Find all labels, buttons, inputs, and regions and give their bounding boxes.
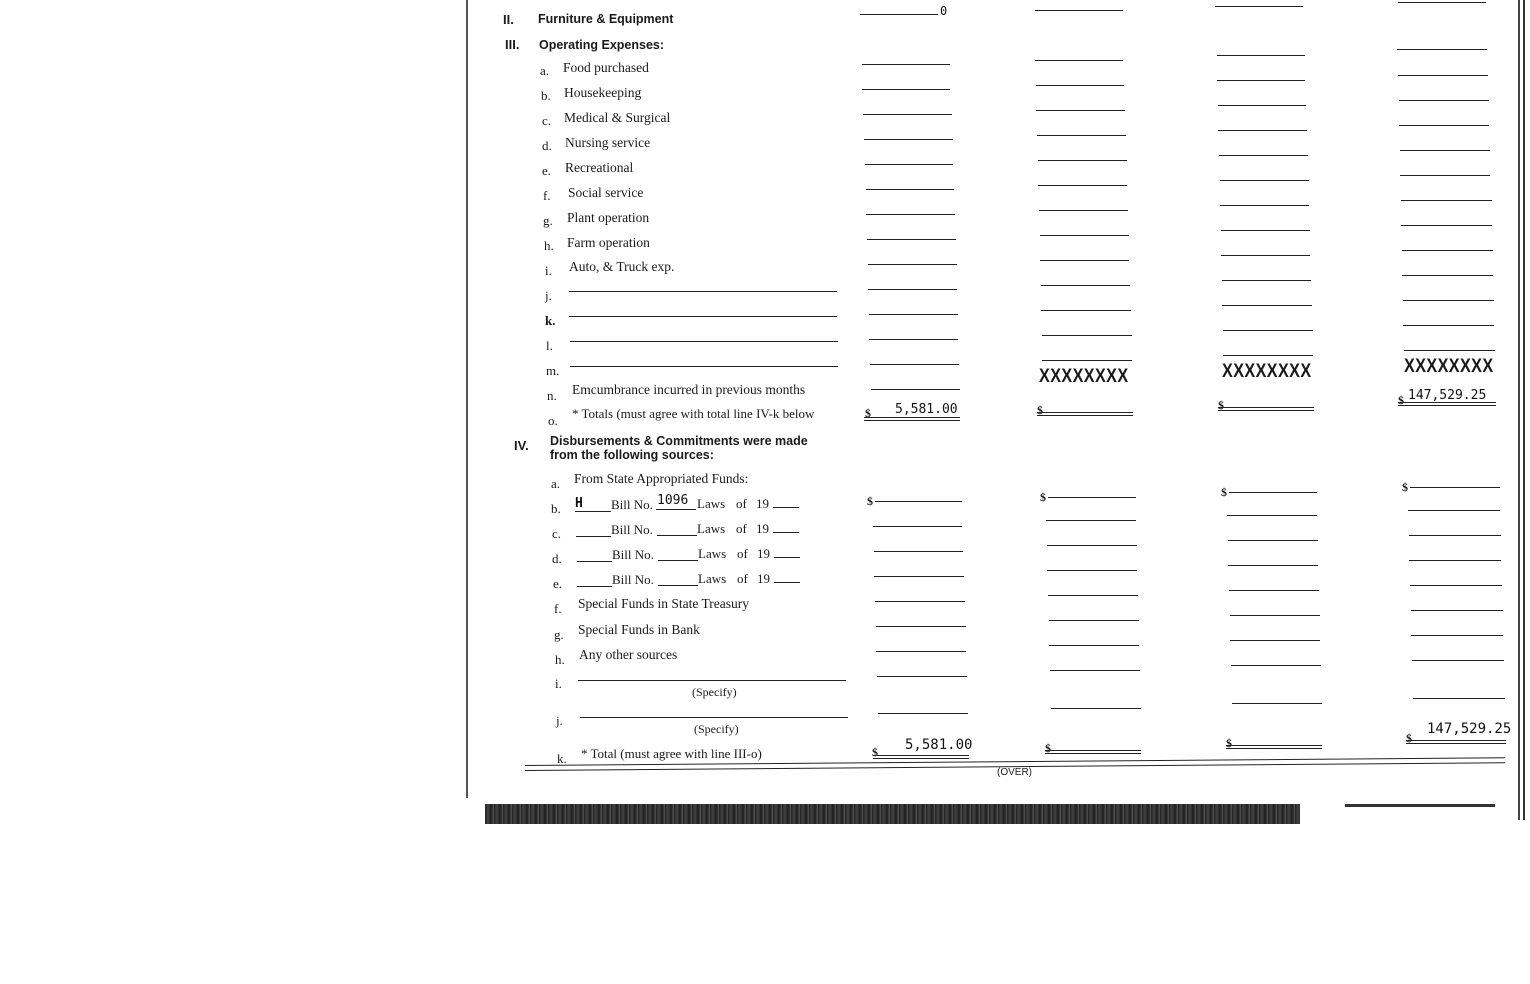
item-j-blank-line xyxy=(569,291,837,292)
bill-b-number: 1096 xyxy=(657,493,689,508)
food-purchased-label: Food purchased xyxy=(563,60,649,75)
disbursement-total-label: * Total (must agree with line III-o) xyxy=(581,746,762,761)
disbursement-total-col1-underline xyxy=(873,755,969,759)
bill-b-col4-blank xyxy=(1410,487,1500,488)
operating-total-col2-underline xyxy=(1037,412,1133,416)
operating-total-col1-underline xyxy=(864,417,960,421)
any-other-sources-label: Any other sources xyxy=(579,647,678,662)
operating-totals-label: * Totals (must agree with total line IV-k below xyxy=(572,406,815,421)
operating-total-col3-dollar: $ xyxy=(1218,398,1224,412)
section-number-iii: III. xyxy=(505,37,520,52)
item-letter: g. xyxy=(554,627,564,642)
section-number-iv: IV. xyxy=(514,438,529,453)
disbursement-total-col4-value: 147,529.25 xyxy=(1427,721,1512,737)
disbursement-total-col3-underline xyxy=(1226,745,1322,749)
item-letter: a. xyxy=(540,63,550,78)
item-letter: b. xyxy=(541,88,551,103)
item-letter: i. xyxy=(555,676,562,691)
specify-i-line xyxy=(578,680,846,681)
scan-shadow-bar xyxy=(485,804,1300,824)
special-funds-bank-label: Special Funds in Bank xyxy=(578,622,700,637)
item-letter: h. xyxy=(544,238,554,253)
item-letter: f. xyxy=(543,188,551,203)
special-funds-treasury-label: Special Funds in State Treasury xyxy=(578,596,749,611)
auto-truck-label: Auto, & Truck exp. xyxy=(569,259,675,274)
specify-j-line xyxy=(580,717,848,718)
item-letter: l. xyxy=(546,338,553,353)
operating-total-col3-underline xyxy=(1218,407,1314,411)
specify-i-caption: (Specify) xyxy=(692,685,737,699)
medical-surgical-label: Medical & Surgical xyxy=(564,110,671,125)
page-left-edge xyxy=(466,0,468,798)
furniture-col3-blank xyxy=(1215,6,1303,7)
bill-b-col1-dollar: $ xyxy=(867,494,873,508)
operating-col3-blank xyxy=(1217,55,1305,56)
bill-b-col2-blank xyxy=(1048,497,1136,498)
disbursement-total-col2-dollar: $ xyxy=(1045,741,1051,755)
disbursement-total-col4-dollar: $ xyxy=(1406,731,1412,745)
disbursement-total-col3-dollar: $ xyxy=(1226,736,1232,750)
over-note: (OVER) xyxy=(997,767,1032,778)
specify-j-caption: (Specify) xyxy=(694,722,739,736)
recreational-label: Recreational xyxy=(565,160,634,175)
operating-total-col4-value: 147,529.25 xyxy=(1408,388,1487,403)
disbursement-total-col1-value: 5,581.00 xyxy=(905,737,973,753)
furniture-col1-value: 0 xyxy=(940,4,948,18)
disbursement-total-col1-dollar: $ xyxy=(872,745,878,759)
scan-shadow-line xyxy=(1345,804,1495,807)
operating-total-col4-dollar: $ xyxy=(1398,393,1404,407)
encumbrance-col4-xmark: XXXXXXXX xyxy=(1404,356,1494,377)
item-letter: m. xyxy=(546,363,560,378)
plant-operation-label: Plant operation xyxy=(567,210,650,225)
furniture-col1-blank xyxy=(860,14,938,15)
item-letter: d. xyxy=(542,138,552,153)
nursing-service-label: Nursing service xyxy=(565,135,651,150)
disbursement-total-col2-underline xyxy=(1045,750,1141,754)
disbursement-total-col4-underline xyxy=(1406,740,1506,744)
item-letter: i. xyxy=(545,263,552,278)
item-letter: k. xyxy=(557,751,567,766)
bill-b-col2-dollar: $ xyxy=(1040,490,1046,504)
item-letter: e. xyxy=(542,163,552,178)
disbursements-heading-line1: Disbursements & Commitments were made xyxy=(550,434,808,448)
encumbrance-col2-xmark: XXXXXXXX xyxy=(1039,366,1129,387)
operating-total-col1-value: 5,581.00 xyxy=(895,402,958,417)
bill-b-col4-dollar: $ xyxy=(1402,480,1408,494)
disbursements-heading-line2: from the following sources: xyxy=(550,448,714,462)
item-letter: f. xyxy=(554,601,562,616)
item-m-blank-line xyxy=(570,366,838,367)
item-letter: o. xyxy=(548,413,558,428)
encumbrance-col3-xmark: XXXXXXXX xyxy=(1222,361,1312,382)
bill-b-col1-blank xyxy=(875,501,962,502)
operating-total-col4-underline xyxy=(1398,402,1496,406)
item-letter: j. xyxy=(556,713,563,728)
housekeeping-label: Housekeeping xyxy=(564,85,642,100)
page-right-edge xyxy=(1518,0,1530,820)
item-letter: a. xyxy=(551,476,561,491)
bill-b-prefix: H xyxy=(575,496,583,511)
state-appropriated-label: From State Appropriated Funds: xyxy=(574,471,749,486)
item-k-blank-line xyxy=(569,316,837,317)
operating-total-col2-dollar: $ xyxy=(1037,403,1043,417)
section-number-ii: II. xyxy=(503,12,514,27)
item-letter: c. xyxy=(542,113,552,128)
bill-b-col3-blank xyxy=(1229,492,1317,493)
item-letter: h. xyxy=(555,652,565,667)
social-service-label: Social service xyxy=(568,185,644,200)
furniture-col2-blank xyxy=(1035,10,1123,11)
item-l-blank-line xyxy=(570,341,838,342)
furniture-equipment-label: Furniture & Equipment xyxy=(538,12,674,26)
furniture-col4-blank xyxy=(1398,2,1486,3)
item-letter: g. xyxy=(543,213,553,228)
operating-col4-blank xyxy=(1397,49,1487,50)
bill-b-col3-dollar: $ xyxy=(1221,485,1227,499)
item-letter: n. xyxy=(547,388,557,403)
item-letter: j. xyxy=(545,288,552,303)
operating-total-col1-dollar: $ xyxy=(865,406,871,420)
item-letter: k. xyxy=(545,313,556,328)
encumbrance-label: Emcumbrance incurred in previous months xyxy=(572,382,806,397)
operating-expenses-label: Operating Expenses: xyxy=(539,38,665,52)
farm-operation-label: Farm operation xyxy=(567,235,650,250)
